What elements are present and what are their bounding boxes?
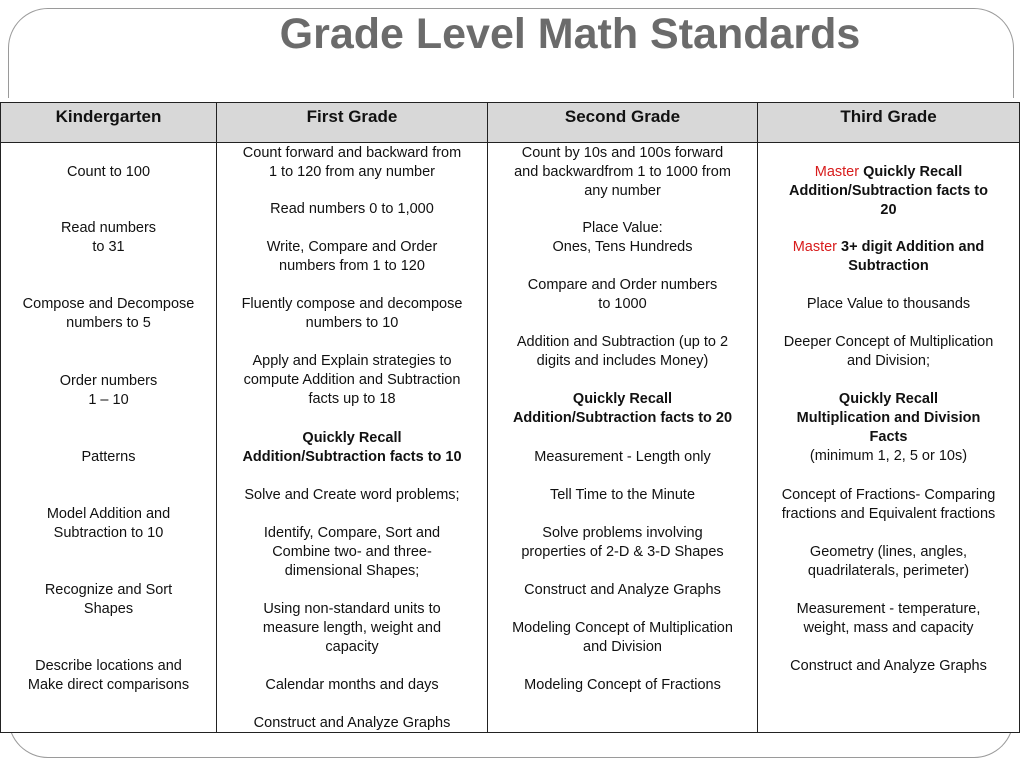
standard-text: Read numbers to 31 bbox=[60, 220, 157, 255]
standard-item bbox=[5, 505, 212, 543]
standard-text: Place Value: Ones, Tens Hundreds bbox=[552, 220, 693, 255]
standard-item bbox=[221, 486, 483, 505]
standard-item bbox=[221, 352, 483, 409]
standard-item bbox=[221, 676, 483, 695]
standard-text: Order numbers 1 – 10 bbox=[59, 373, 158, 408]
standard-item bbox=[5, 581, 212, 619]
standard-text: Count forward and backward from 1 to 120 from any number bbox=[242, 145, 462, 180]
standard-subtext: (minimum 1, 2, 5 or 10s) bbox=[809, 448, 968, 464]
standard-text: Describe locations and Make direct comparisons bbox=[27, 658, 190, 693]
column-header-kindergarten: Kindergarten bbox=[1, 103, 217, 143]
standard-text: Quickly Recall Addition/Subtraction facts to 20 bbox=[512, 391, 733, 426]
standard-item bbox=[762, 295, 1015, 314]
standard-item bbox=[221, 714, 483, 732]
column-first-grade bbox=[217, 143, 488, 732]
standard-text: Tell Time to the Minute bbox=[549, 487, 696, 503]
column-header-first-grade: First Grade bbox=[217, 103, 488, 143]
standard-item bbox=[221, 429, 483, 467]
standard-item bbox=[492, 448, 753, 467]
standard-item bbox=[492, 581, 753, 600]
master-label: Master bbox=[792, 239, 838, 255]
column-second-grade bbox=[488, 143, 758, 732]
standard-text: Fluently compose and decompose numbers to 10 bbox=[241, 296, 463, 331]
standard-item bbox=[762, 657, 1015, 676]
standard-text: Calendar months and days bbox=[265, 677, 439, 693]
standard-text: Place Value to thousands bbox=[806, 296, 971, 312]
standard-text: Compare and Order numbers to 1000 bbox=[527, 277, 718, 312]
standard-text: Construct and Analyze Graphs bbox=[524, 582, 721, 598]
standards-table bbox=[0, 102, 1020, 733]
standard-text: Measurement - temperature, weight, mass and capacity bbox=[796, 601, 981, 636]
standard-text: Compose and Decompose numbers to 5 bbox=[22, 296, 195, 331]
standard-text: Geometry (lines, angles, quadrilaterals, perimeter) bbox=[807, 544, 970, 579]
standard-item bbox=[492, 619, 753, 657]
standard-text: Model Addition and Subtraction to 10 bbox=[46, 506, 171, 541]
standard-item bbox=[762, 238, 1015, 276]
standard-item bbox=[492, 276, 753, 314]
standard-text: Solve and Create word problems; bbox=[244, 487, 460, 503]
standard-item bbox=[221, 200, 483, 219]
standard-text: Count to 100 bbox=[66, 164, 151, 180]
standard-item bbox=[492, 219, 753, 257]
standard-text: Quickly Recall Addition/Subtraction facts to 10 bbox=[242, 430, 462, 465]
standard-text: Write, Compare and Order numbers from 1 to 120 bbox=[266, 239, 438, 274]
standard-text: Construct and Analyze Graphs bbox=[790, 658, 987, 674]
standard-item bbox=[492, 524, 753, 562]
standard-item bbox=[5, 163, 212, 182]
standard-item bbox=[492, 486, 753, 505]
standard-text: Deeper Concept of Multiplication and Division; bbox=[783, 334, 994, 369]
standard-text: Measurement - Length only bbox=[534, 449, 711, 465]
standard-item bbox=[5, 448, 212, 467]
standard-text: Quickly Recall Addition/Subtraction facts to 20 bbox=[789, 164, 988, 218]
standard-item bbox=[221, 600, 483, 657]
page-title: Grade Level Math Standards bbox=[279, 10, 861, 58]
column-kindergarten bbox=[1, 143, 217, 732]
standard-item bbox=[492, 144, 753, 201]
standard-item bbox=[221, 524, 483, 581]
standard-text: Recognize and Sort Shapes bbox=[44, 582, 173, 617]
column-third-grade bbox=[758, 143, 1019, 732]
standard-item bbox=[5, 295, 212, 333]
standard-text: Apply and Explain strategies to compute Addition and Subtraction facts up to 18 bbox=[243, 353, 461, 407]
master-label: Master bbox=[814, 164, 860, 180]
standard-item bbox=[762, 163, 1015, 220]
standard-text: Modeling Concept of Fractions bbox=[524, 677, 721, 693]
standard-item bbox=[221, 238, 483, 276]
standard-item bbox=[5, 657, 212, 695]
standard-item bbox=[762, 600, 1015, 638]
column-header-third-grade: Third Grade bbox=[758, 103, 1019, 143]
column-header-second-grade: Second Grade bbox=[488, 103, 758, 143]
standard-item bbox=[762, 390, 1015, 466]
standard-text: Solve problems involving properties of 2-D & 3-D Shapes bbox=[521, 525, 724, 560]
standard-text: Addition and Subtraction (up to 2 digits and includes Money) bbox=[516, 334, 729, 369]
standard-text: Using non-standard units to measure length, weight and capacity bbox=[262, 601, 442, 655]
standard-item bbox=[492, 333, 753, 371]
standard-item bbox=[221, 144, 483, 182]
standard-text: Read numbers 0 to 1,000 bbox=[270, 201, 434, 217]
standard-item bbox=[492, 390, 753, 428]
standard-item bbox=[5, 372, 212, 410]
standard-item bbox=[492, 676, 753, 695]
standard-item bbox=[221, 295, 483, 333]
standard-text: Count by 10s and 100s forward and backwardfrom 1 to 1000 from any number bbox=[514, 145, 731, 199]
standard-item bbox=[762, 486, 1015, 524]
standard-item bbox=[762, 333, 1015, 371]
standard-text: Identify, Compare, Sort and Combine two- and three- dimensional Shapes; bbox=[263, 525, 441, 579]
standard-text: Modeling Concept of Multiplication and Division bbox=[512, 620, 733, 655]
standard-text: Patterns bbox=[81, 449, 136, 465]
standard-text: 3+ digit Addition and Subtraction bbox=[837, 239, 985, 274]
standard-item bbox=[5, 219, 212, 257]
standard-item bbox=[762, 543, 1015, 581]
standard-text: Concept of Fractions- Comparing fractions and Equivalent fractions bbox=[781, 487, 996, 522]
standard-text: Construct and Analyze Graphs bbox=[253, 715, 451, 731]
standard-text: Quickly Recall Multiplication and Division Facts bbox=[796, 391, 981, 445]
